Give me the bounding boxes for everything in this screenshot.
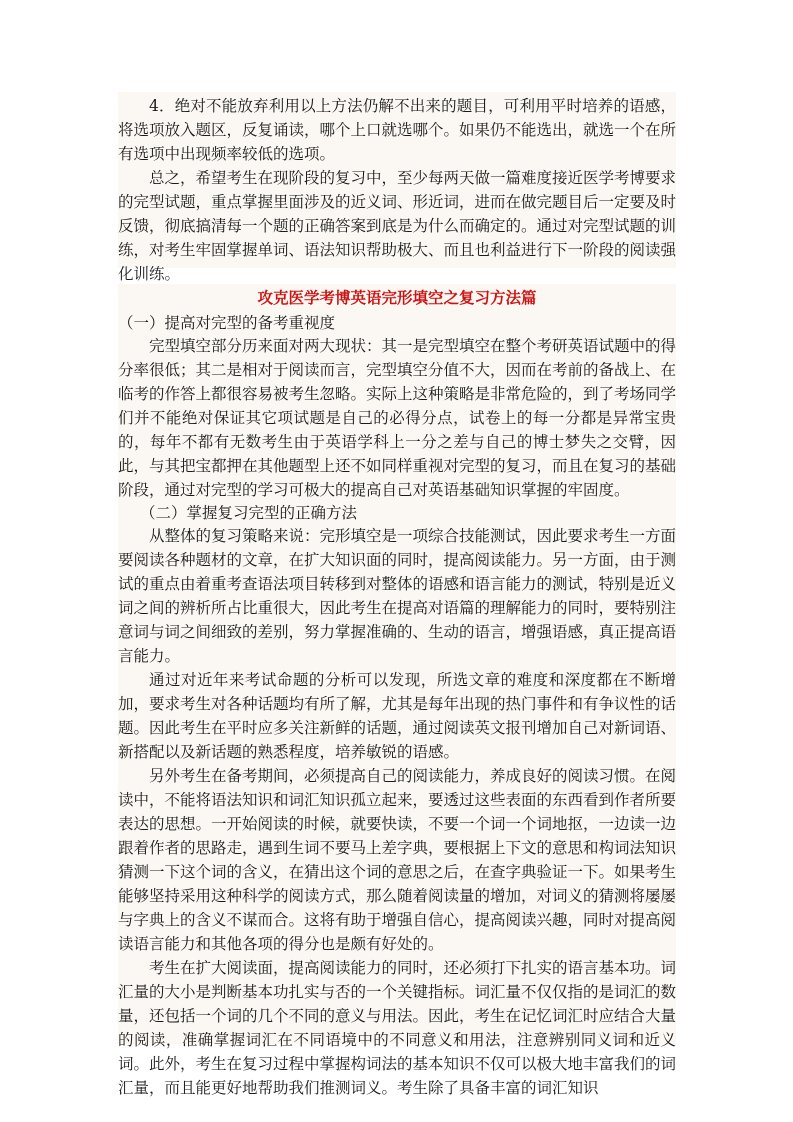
- article-paragraph-4: 另外考生在备考期间，必须提高自己的阅读能力，养成良好的阅读习惯。在阅读中，不能将语法知识和词汇知识孤立起来，要透过这些表面的东西看到作者所要表达的思想。一开始阅读的时候，就要快读，不要一个词一个词地抠，一边读一边跟着作者的思路走，遇到生词不要马上差字典，要根据上下文的意思和构词法知识猜测一下这个词的含义，在猜出这个词的意思之后，在查字典验证一下。如果考生能够坚持采用这种科学的阅读方式，那么随着阅读量的增加，对词义的猜测将屡屡与字典上的含义不谋而合。这将有助于增强自信心，提高阅读兴趣，同时对提高阅读语言能力和其他各项的得分也是颇有好处的。: [118, 767, 677, 953]
- intro-paragraph-4: 4．绝对不能放弃利用以上方法仍解不出来的题目，可利用平时培养的语感，将选项放入题区，反复诵读，哪个上口就选哪个。如果仍不能选出，就选一个在所有选项中出现频率较低的选项。: [118, 97, 677, 163]
- article-paragraph-3: 通过对近年来考试命题的分析可以发现，所选文章的难度和深度都在不断增加，要求考生对各种话题均有所了解，尤其是每年出现的热门事件和有争议性的话题。因此考生在平时应多关注新鲜的话题，通过阅读英文报刊增加自己对新词语、新搭配以及新话题的熟悉程度，培养敏锐的语感。: [118, 671, 677, 761]
- article-paragraph-2: 从整体的复习策略来说：完形填空是一项综合技能测试，因此要求考生一方面要阅读各种题材的文章，在扩大知识面的同时，提高阅读能力。另一方面，由于测试的重点由着重考查语法项目转移到对整体的语感和语言能力的测试，特别是近义词之间的辨析所占比重很大，因此考生在提高对语篇的理解能力的同时，要特别注意词与词之间细致的差别，努力掌握准确的、生动的语言，增强语感，真正提高语言能力。: [118, 527, 677, 665]
- article-section: [118, 284, 677, 1097]
- article-title: 攻克医学考博英语完形填空之复习方法篇: [257, 288, 537, 307]
- intro-summary-paragraph: 总之，希望考生在现阶段的复习中，至少每两天做一篇难度接近医学考博要求的完型试题，重点掌握里面涉及的近义词、形近词，进而在做完题目后一定要及时反馈，彻底搞清每一个题的正确答案到底是为什么而确定的。通过对完型试题的训练，对考生牢固掌握单词、语法知识帮助极大、而且也利益进行下一阶段的阅读强化训练。: [118, 169, 677, 283]
- intro-section: [118, 92, 677, 283]
- article-paragraph-1: 完型填空部分历来面对两大现状：其一是完型填空在整个考研英语试题中的得分率很低；其二是相对于阅读而言，完型填空分值不大，因而在考前的备战上、在临考的作答上都很容易被考生忽略。实际上这种策略是非常危险的，到了考场同学们并不能绝对保证其它项试题是自己的必得分点，试卷上的每一分都是异常宝贵的，每年不都有无数考生由于英语学科上一分之差与自己的博士梦失之交臂，因此，与其把宝都押在其他题型上还不如同样重视对完型的复习，而且在复习的基础阶段，通过对完型的学习可极大的提高自己对英语基础知识掌握的牢固度。: [118, 337, 677, 499]
- section-heading-2: （二）掌握复习完型的正确方法: [140, 504, 358, 522]
- article-paragraph-5: 考生在扩大阅读面，提高阅读能力的同时，还必须打下扎实的语言基本功。词汇量的大小是判断基本功扎实与否的一个关键指标。词汇量不仅仅指的是词汇的数量，还包括一个词的几个不同的意义与用法。因此，考生在记忆词汇时应结合大量的阅读，准确掌握词汇在不同语境中的不同意义和用法，注意辨别同义词和近义词。此外，考生在复习过程中掌握构词法的基本知识不仅可以极大地丰富我们的词汇量，而且能更好地帮助我们推测词义。考生除了具备丰富的词汇知识: [118, 959, 677, 1097]
- section-heading-1: （一）提高对完型的备考重视度: [118, 314, 336, 332]
